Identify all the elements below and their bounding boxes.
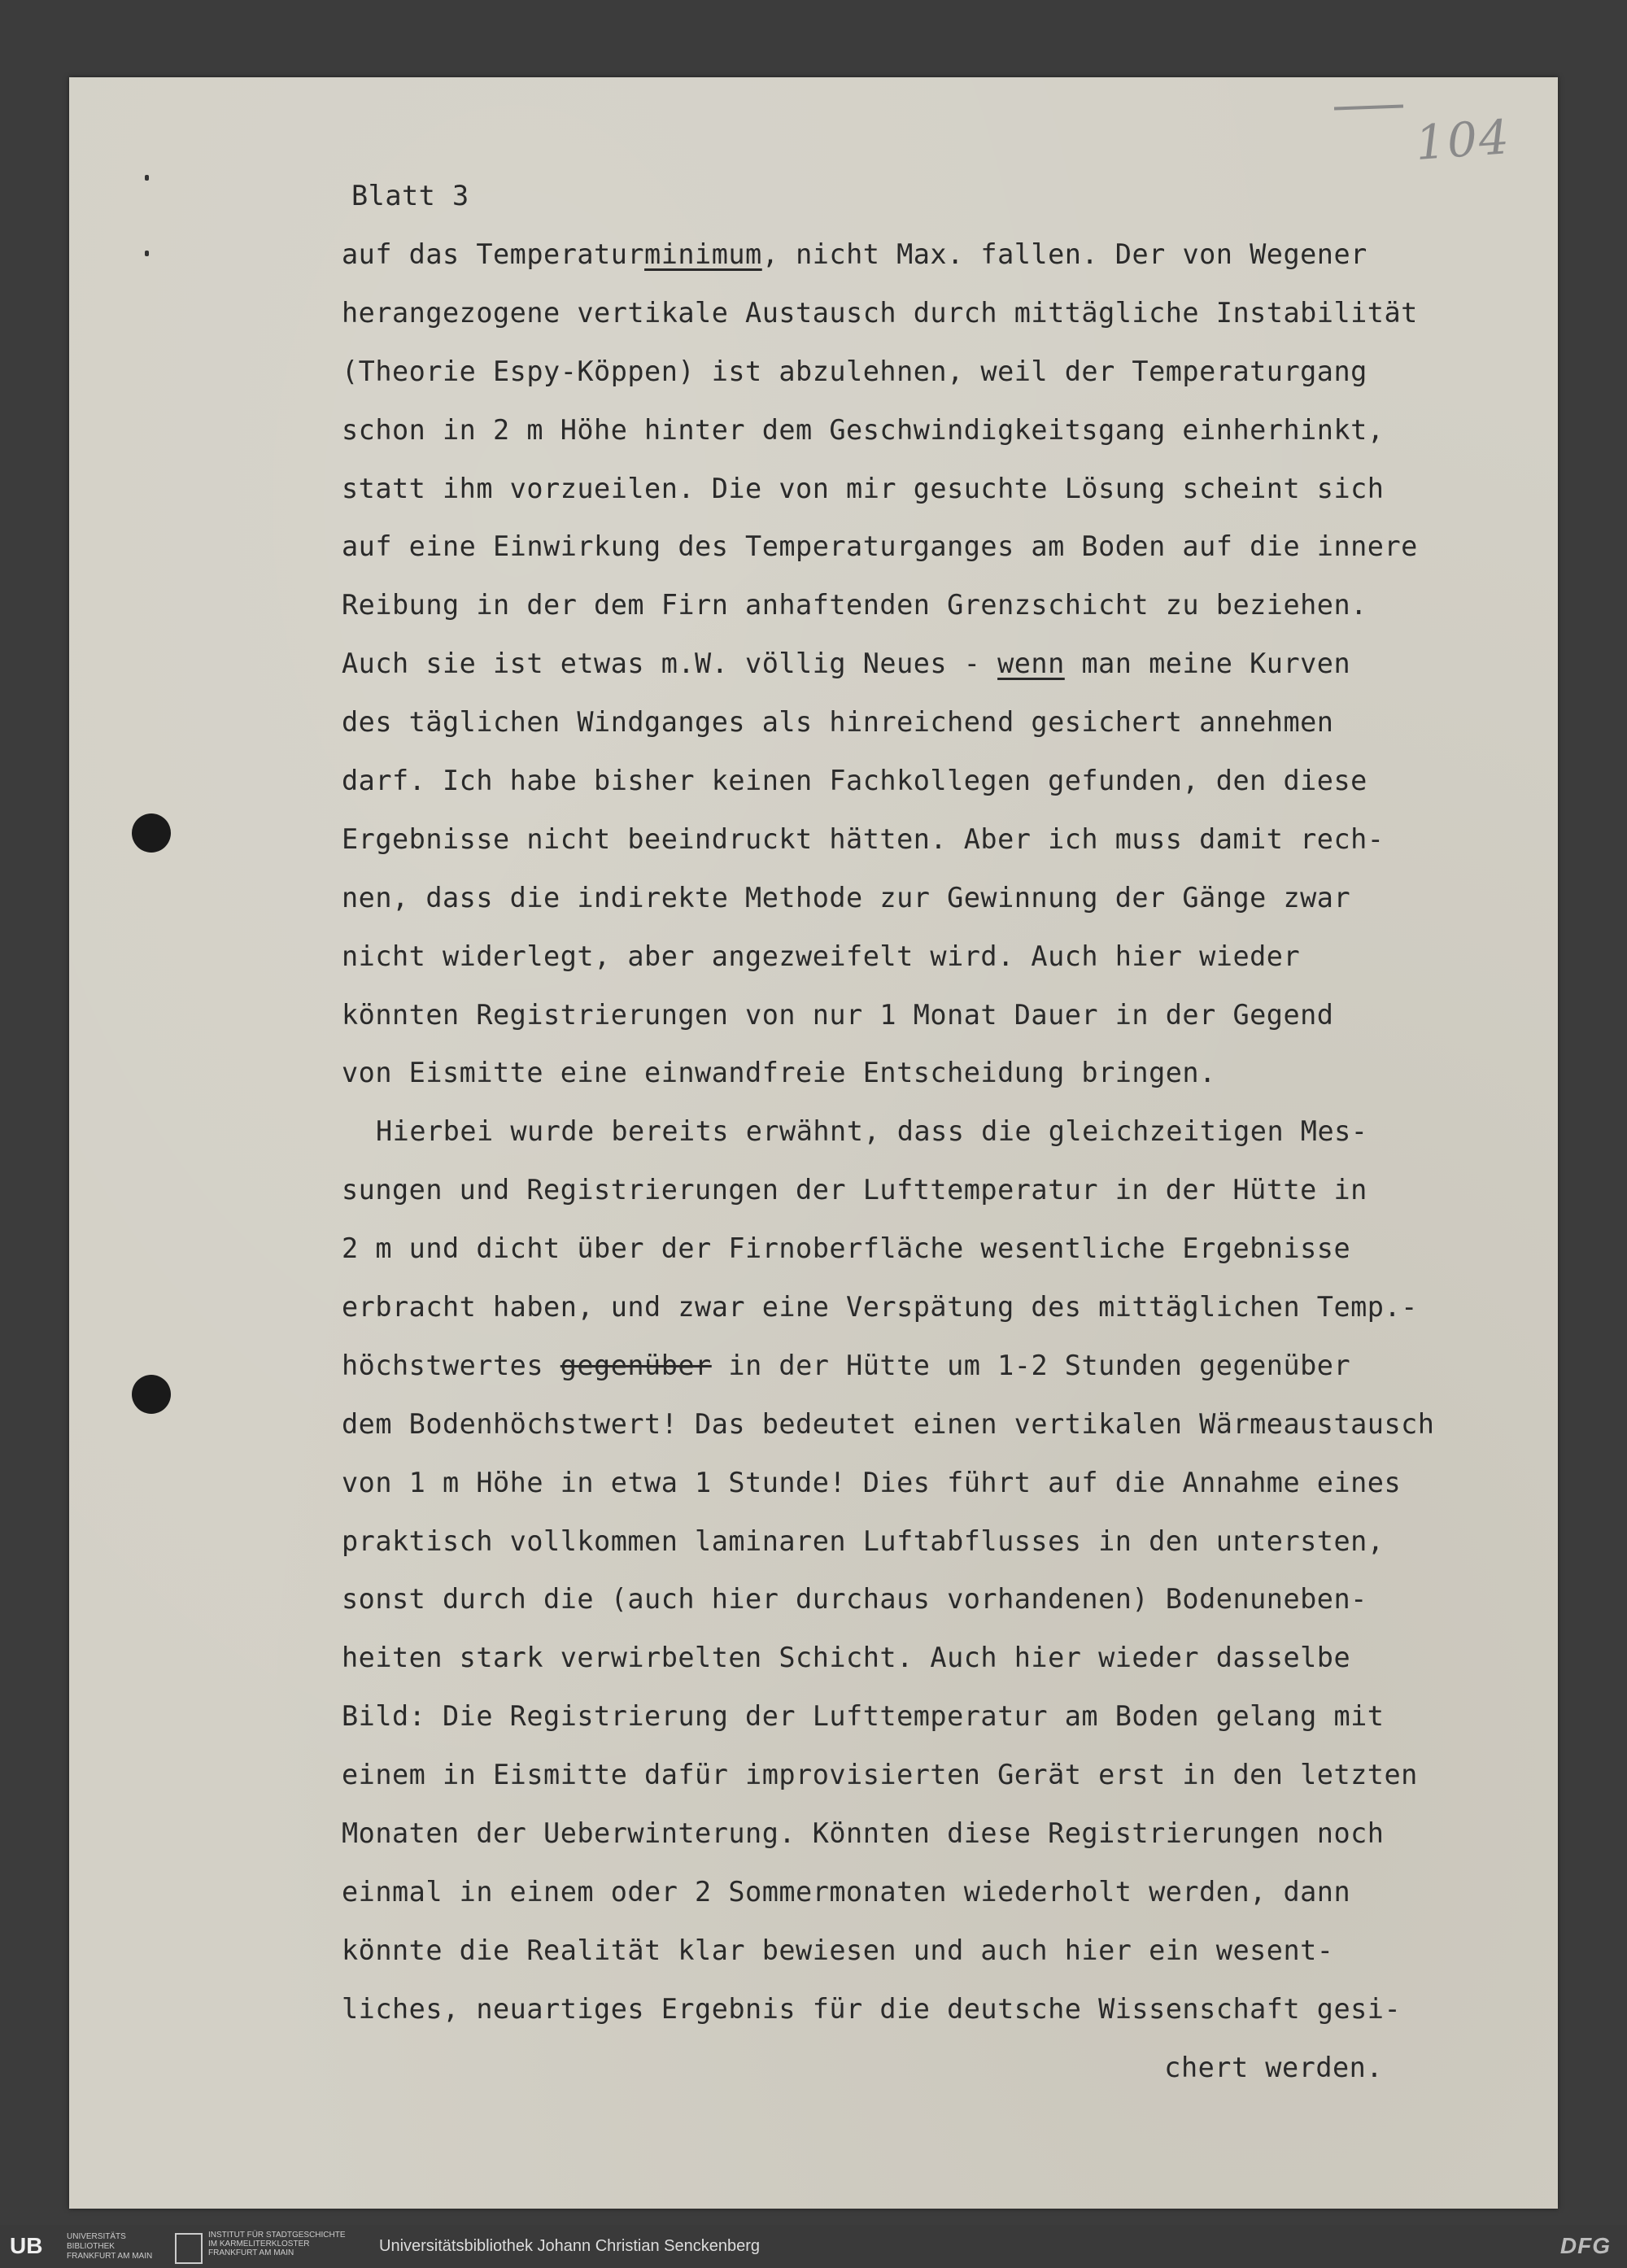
tick-mark-top [145,175,149,181]
text-line: schon in 2 m Höhe hinter dem Geschwindigkeitsgang einherhinkt, [342,413,1385,446]
text-line: Monaten der Ueberwinterung. Könnten diese Registrierungen noch [342,1817,1385,1850]
text-line: nen, dass die indirekte Methode zur Gewinnung der Gänge zwar [342,881,1351,914]
ub-logo-text: UNIVERSITÄTS BIBLIOTHEK FRANKFURT AM MAIN [67,2232,153,2261]
page-number: 104 [1413,109,1512,171]
footer-bar [0,2225,1627,2268]
text-line: praktisch vollkommen laminaren Luftabflusses in den untersten, [342,1524,1385,1557]
text-line: erbracht haben, und zwar eine Verspätung des mittäglichen Temp.- [342,1291,1418,1324]
letter-body [342,167,1505,2097]
text-line: Ergebnisse nicht beeindruckt hätten. Aber ich muss damit rech- [342,822,1385,855]
text-line: einmal in einem oder 2 Sommermonaten wiederholt werden, dann [342,1875,1351,1908]
text-line: darf. Ich habe bisher keinen Fachkollegen gefunden, den diese [342,765,1367,797]
dfg-logo: DFG [1559,2233,1611,2258]
text-line: sonst durch die (auch hier durchaus vorhandenen) Bodenuneben- [342,1583,1367,1616]
text-line: könnte die Realität klar bewiesen und auch hier ein wesent- [342,1934,1334,1966]
text-line: einem in Eismitte dafür improvisierten Gerät erst in den letzten [342,1759,1418,1791]
text-line: Reibung in der dem Firn anhaftenden Grenzschicht zu beziehen. [342,589,1367,622]
text-line: dem Bodenhöchstwert! Das bedeutet einen vertikalen Wärmeaustausch [342,1407,1435,1440]
isg-logo-text: INSTITUT FÜR STADTGESCHICHTE IM KARMELITERKLOSTER FRANKFURT AM MAIN [208,2231,346,2257]
letter-lines [342,225,1505,2097]
punch-hole-lower [132,1375,171,1414]
text-line: von 1 m Höhe in etwa 1 Stunde! Dies führt auf die Annahme eines [342,1466,1402,1498]
text-line: höchstwertes gegenüber in der Hütte um 1-2 Stunden gegenüber [342,1349,1351,1381]
text-line: 2 m und dicht über der Firnoberfläche wesentliche Ergebnisse [342,1232,1351,1265]
text-line: Auch sie ist etwas m.W. völlig Neues - wenn man meine Kurven [342,648,1351,680]
text-line: (Theorie Espy-Köppen) ist abzulehnen, weil der Temperaturgang [342,355,1367,387]
text-line: heiten stark verwirbelten Schicht. Auch hier wieder dasselbe [342,1642,1351,1674]
text-line: könnten Registrierungen von nur 1 Monat Dauer in der Gegend [342,998,1334,1031]
underlined-word: minimum [644,238,762,270]
text-line: herangezogene vertikale Austausch durch mittägliche Instabilität [342,296,1418,329]
ub-logo: UB [10,2233,43,2258]
text-line: liches, neuartiges Ergebnis für die deutsche Wissenschaft gesi- [342,1992,1402,2025]
text-line: nicht widerlegt, aber angezweifelt wird. Auch hier wieder [342,940,1301,972]
text-line: Bild: Die Registrierung der Lufttemperatur am Boden gelang mit [342,1700,1385,1733]
library-name: Universitätsbibliothek Johann Christian Senckenberg [379,2237,761,2255]
text-line: sungen und Registrierungen der Lufttemperatur in der Hütte in [342,1174,1367,1206]
underlined-word: wenn [997,648,1065,680]
text-line: Hierbei wurde bereits erwähnt, dass die gleichzeitigen Mes- [376,1115,1368,1148]
text-line: auf das Temperaturminimum, nicht Max. fallen. Der von Wegener [342,238,1367,270]
sheet-label: Blatt 3 [351,180,469,212]
text-line: chert werden. [1164,2051,1383,2083]
punch-hole-upper [132,813,171,853]
text-line: von Eismitte eine einwandfreie Entscheidung bringen. [342,1057,1216,1089]
isg-logo-icon [175,2233,203,2264]
struck-word: gegenüber [560,1349,712,1381]
text-line: des täglichen Windganges als hinreichend gesichert annehmen [342,706,1334,739]
tick-mark-lower [145,251,149,256]
text-line: statt ihm vorzueilen. Die von mir gesuchte Lösung scheint sich [342,472,1385,504]
text-line: auf eine Einwirkung des Temperaturganges am Boden auf die innere [342,530,1418,563]
